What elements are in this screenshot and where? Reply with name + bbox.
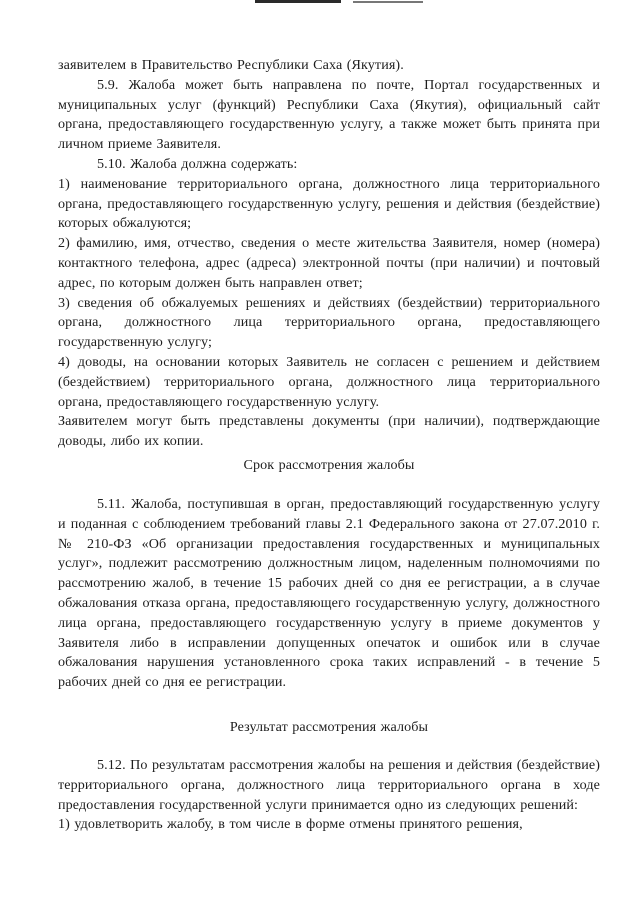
section-heading-review-term-wrap (58, 456, 600, 476)
complaint-requirements-block (58, 56, 600, 452)
paragraph-5-10-item-1: 1) наименование территориального органа, должностного лица территориального органа, предоставляющего государственную услугу, решения и действия (бездействие) которых обжалуются; (58, 175, 600, 232)
section-heading-review-result: Результат рассмотрения жалобы (229, 719, 429, 735)
top-edge-mark (255, 0, 341, 3)
paragraph-5-12: 5.12. По результатам рассмотрения жалобы на решения и действия (бездействие) территориального органа, должностного лица территориального органа в ходе предоставления государственной услуги принимается одно из следующих решений: (58, 757, 600, 813)
section-heading-review-result-wrap (58, 718, 600, 738)
top-edge-mark-secondary (353, 1, 423, 3)
section-heading-review-term: Срок рассмотрения жалобы (243, 457, 415, 473)
paragraph-5-10: 5.10. Жалоба должна содержать: (97, 155, 298, 172)
top-edge-fragment (255, 0, 435, 4)
paragraph-5-12-item-1: 1) удовлетворить жалобу, в том числе в форме отмены принятого решения, (58, 816, 523, 833)
paragraph-5-10-item-3: 3) сведения об обжалуемых решениях и действиях (бездействии) территориального органа, должностного лица территориального органа, предоставляющего государственную услугу; (58, 294, 600, 351)
paragraph-5-9: 5.9. Жалоба может быть направлена по почте, Портал государственных и муниципальных услуг (функций) Республики Саха (Якутия), официальный сайт органа, предоставляющего государственную услугу, а также может быть принята при личном приеме Заявителя. (58, 76, 600, 153)
review-term-block (58, 495, 600, 693)
paragraph-5-10-item-2: 2) фамилию, имя, отчество, сведения о месте жительства Заявителя, номер (номера) контактного телефона, адрес (адреса) электронной почты (при наличии) и почтовый адрес, по которым должен быть направлен ответ; (58, 235, 600, 291)
review-result-block (58, 756, 600, 835)
paragraph-5-11: 5.11. Жалоба, поступившая в орган, предоставляющий государственную услугу и поданная с соблюдением требований главы 2.1 Федерального закона от 27.07.2010 г. № 210-ФЗ «Об организации предоставления государственных и муниципальных услуг», подлежит рассмотрению должностным лицом, наделенным полномочиями по рассмотрению жалоб, в течение 15 рабочих дней со дня ее регистрации, а в случае обжалования отказа органа, предоставляющего государственную услугу, должностного лица органа, предоставляющего государственную услугу в приеме документов у Заявителя либо в исправлении допущенных опечаток и ошибок или в случае обжалования нарушения установленного срока таких исправлений - в течение 5 рабочих дней со дня ее регистрации. (58, 496, 600, 691)
paragraph-5-10-documents: Заявителем могут быть представлены документы (при наличии), подтверждающие доводы, либо их копии. (58, 413, 600, 450)
paragraph-5-10-item-4: 4) доводы, на основании которых Заявитель не согласен с решением и действием (бездействием) территориального органа, должностного лица территориального органа, предоставляющего государственную услугу. (58, 353, 600, 410)
paragraph-5-8-tail: заявителем в Правительство Республики Саха (Якутия). (58, 57, 404, 73)
